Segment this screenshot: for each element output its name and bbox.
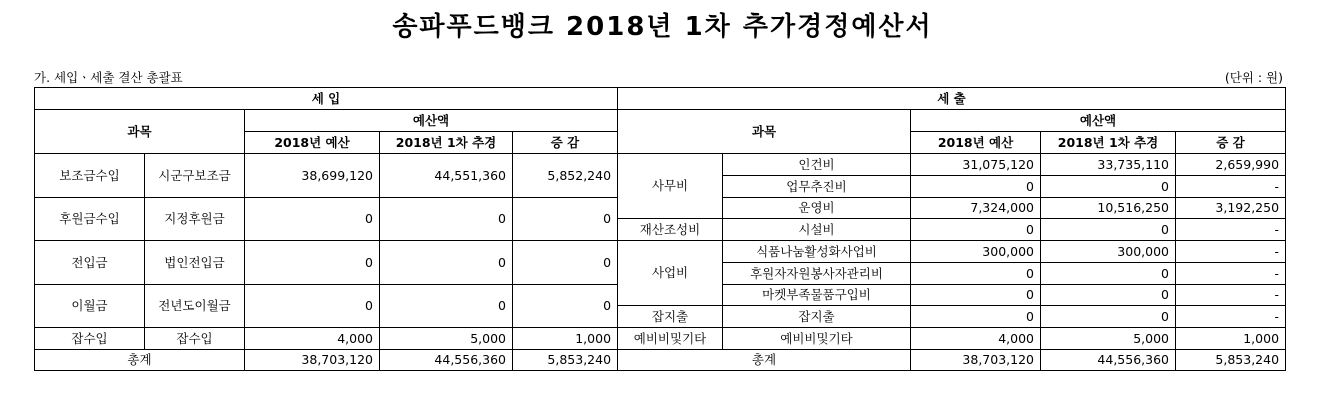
table-row [618, 328, 1286, 350]
expense-budget-2018: 0 [911, 219, 1041, 241]
expense-subcategory: 식품나눔활성화사업비 [723, 241, 911, 263]
table-row [35, 241, 618, 285]
expense-budget-revised: 0 [1041, 306, 1176, 328]
expense-total-budget-2018: 38,703,120 [911, 350, 1041, 371]
income-category: 보조금수입 [35, 154, 145, 198]
expense-budget-2018: 0 [911, 176, 1041, 198]
expense-category: 사무비 [618, 154, 723, 219]
section-label: 가. 세입ㆍ세출 결산 총괄표 [34, 70, 183, 85]
income-col-diff: 증 감 [513, 132, 618, 154]
expense-category: 예비비및기타 [618, 328, 723, 350]
expense-budget-revised: 10,516,250 [1041, 198, 1176, 219]
table-row [618, 219, 1286, 241]
expense-subcategory: 업무추진비 [723, 176, 911, 198]
expense-total-label: 총계 [618, 350, 911, 371]
income-budget-2018: 0 [245, 198, 380, 241]
table-row [618, 306, 1286, 328]
expense-diff: - [1176, 263, 1286, 285]
expense-budget-2018: 0 [911, 263, 1041, 285]
table-row [35, 285, 618, 328]
income-diff: 0 [513, 198, 618, 241]
income-total-label: 총계 [35, 350, 245, 371]
expense-subcategory: 인건비 [723, 154, 911, 176]
expense-budget-2018: 4,000 [911, 328, 1041, 350]
income-subject-header: 과목 [35, 110, 245, 154]
income-budget-revised: 0 [380, 285, 513, 328]
expense-diff: 1,000 [1176, 328, 1286, 350]
income-category: 잡수입 [35, 328, 145, 350]
expense-budget-revised: 0 [1041, 263, 1176, 285]
income-subcategory: 시군구보조금 [145, 154, 245, 198]
expense-table [617, 87, 1286, 371]
income-budget-header: 예산액 [245, 110, 618, 132]
expense-subcategory: 운영비 [723, 198, 911, 219]
expense-budget-revised: 5,000 [1041, 328, 1176, 350]
income-budget-2018: 38,699,120 [245, 154, 380, 198]
expense-subject-header: 과목 [618, 110, 911, 154]
table-row [35, 154, 618, 198]
income-diff: 5,852,240 [513, 154, 618, 198]
expense-diff: - [1176, 219, 1286, 241]
expense-subcategory: 마켓부족물품구입비 [723, 285, 911, 306]
table-row [618, 241, 1286, 263]
total-row [618, 350, 1286, 371]
expense-diff: 2,659,990 [1176, 154, 1286, 176]
income-diff: 0 [513, 285, 618, 328]
document-title: 송파푸드뱅크 2018년 1차 추가경정예산서 [392, 12, 933, 42]
income-budget-2018: 0 [245, 241, 380, 285]
expense-budget-2018: 7,324,000 [911, 198, 1041, 219]
expense-total-diff: 5,853,240 [1176, 350, 1286, 371]
expense-budget-revised: 0 [1041, 219, 1176, 241]
expense-budget-2018: 31,075,120 [911, 154, 1041, 176]
expense-budget-revised: 300,000 [1041, 241, 1176, 263]
expense-budget-header: 예산액 [911, 110, 1286, 132]
expense-subcategory: 후원자자원봉사자관리비 [723, 263, 911, 285]
expense-col-2018: 2018년 예산 [911, 132, 1041, 154]
expense-total-budget-revised: 44,556,360 [1041, 350, 1176, 371]
expense-category: 사업비 [618, 241, 723, 306]
income-total-budget-revised: 44,556,360 [380, 350, 513, 371]
income-col-2018: 2018년 예산 [245, 132, 380, 154]
income-budget-2018: 0 [245, 285, 380, 328]
expense-budget-2018: 0 [911, 306, 1041, 328]
expense-budget-2018: 0 [911, 285, 1041, 306]
income-budget-revised: 0 [380, 198, 513, 241]
total-row [35, 350, 618, 371]
income-header: 세 입 [35, 88, 618, 110]
expense-category: 재산조성비 [618, 219, 723, 241]
expense-subcategory: 시설비 [723, 219, 911, 241]
expense-diff: 3,192,250 [1176, 198, 1286, 219]
income-total-budget-2018: 38,703,120 [245, 350, 380, 371]
income-total-diff: 5,853,240 [513, 350, 618, 371]
unit-label: (단위 : 원) [1224, 70, 1283, 85]
expense-budget-2018: 300,000 [911, 241, 1041, 263]
expense-subcategory: 잡지출 [723, 306, 911, 328]
income-subcategory: 전년도이월금 [145, 285, 245, 328]
income-diff: 1,000 [513, 328, 618, 350]
expense-col-revised: 2018년 1차 추경 [1041, 132, 1176, 154]
income-category: 전입금 [35, 241, 145, 285]
income-budget-revised: 0 [380, 241, 513, 285]
expense-budget-revised: 0 [1041, 176, 1176, 198]
expense-category: 잡지출 [618, 306, 723, 328]
expense-diff: - [1176, 176, 1286, 198]
income-subcategory: 법인전입금 [145, 241, 245, 285]
expense-budget-revised: 0 [1041, 285, 1176, 306]
expense-budget-revised: 33,735,110 [1041, 154, 1176, 176]
income-subcategory: 잡수입 [145, 328, 245, 350]
income-budget-2018: 4,000 [245, 328, 380, 350]
income-category: 이월금 [35, 285, 145, 328]
income-col-revised: 2018년 1차 추경 [380, 132, 513, 154]
expense-diff: - [1176, 306, 1286, 328]
income-table [34, 87, 618, 371]
table-row [35, 198, 618, 241]
table-row [35, 328, 618, 350]
income-budget-revised: 5,000 [380, 328, 513, 350]
expense-col-diff: 증 감 [1176, 132, 1286, 154]
expense-diff: - [1176, 285, 1286, 306]
income-diff: 0 [513, 241, 618, 285]
table-row [618, 154, 1286, 176]
expense-subcategory: 예비비및기타 [723, 328, 911, 350]
income-subcategory: 지정후원금 [145, 198, 245, 241]
expense-header: 세 출 [618, 88, 1286, 110]
income-category: 후원금수입 [35, 198, 145, 241]
expense-diff: - [1176, 241, 1286, 263]
income-budget-revised: 44,551,360 [380, 154, 513, 198]
